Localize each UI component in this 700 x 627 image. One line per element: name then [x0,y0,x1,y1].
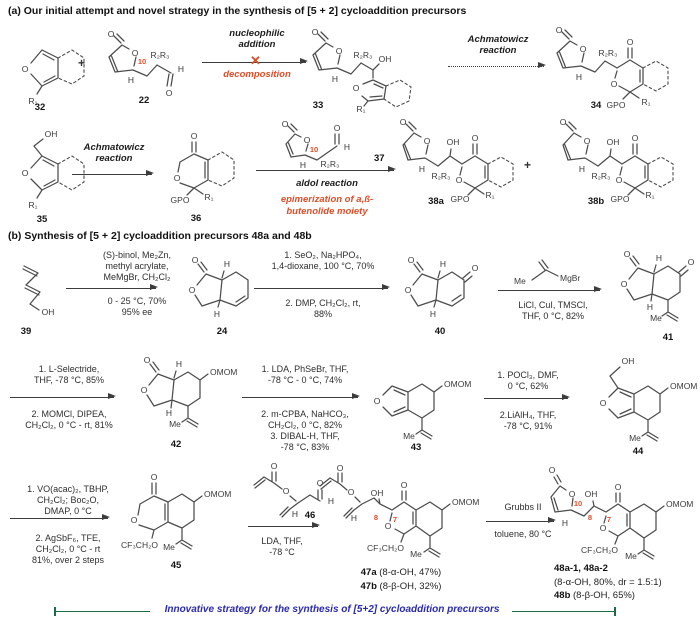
atom-label: H [350,513,358,523]
substituent-label: MgBr [560,273,581,283]
condition-text: reaction [479,45,517,56]
condition-text: addition [238,39,276,50]
compound-33 [304,26,424,116]
reagent-text: (S)-binol, Me₂Zn, [102,250,171,260]
substituent-label: Me [163,542,175,552]
substituent-label: Me [169,419,181,429]
atom-label: H [429,309,437,319]
reagent-text: 1. SeO₂, Na₂HPO₄, [284,250,362,260]
atom-label: O [130,515,138,525]
substituent-label: OH [378,54,392,64]
atom-label: O [407,255,415,265]
atom-label: O [614,482,622,492]
compound-48 [546,456,700,562]
compound-number: 33 [312,100,324,111]
substituent-label: R₂R₃ [320,159,340,169]
atom-label: O [190,131,198,141]
compound-44 [582,348,700,456]
arrow-formylation-reduction [478,370,578,430]
atom-label: O [188,285,196,295]
reagent-text: 1,4-dioxane, 100 °C, 70% [271,261,375,271]
atom-label: H [165,408,173,418]
substituent-label: R₁ [28,96,38,106]
atom-label: O [471,263,479,273]
compound-34 [552,24,698,116]
atom-label: O [131,48,139,58]
compound-number: 38b [587,196,605,207]
atom-label: H [655,253,663,263]
reagent-text: CH₂Cl₂; Boc₂O, [37,495,99,505]
atom-label: O [399,117,407,127]
atom-label: O [548,465,556,475]
compound-number: 34 [590,100,602,111]
compound-37 [278,116,370,170]
plus-sign: + [524,158,532,172]
condition-text: -78 °C [269,547,295,557]
arrow-achmatowicz-dotted [448,34,548,80]
failure-cross-icon: ✕ [250,53,261,68]
substituent-label: Me [403,431,415,441]
arrow-nucleophilic-addition [200,28,314,92]
substituent-label: R₁ [28,200,38,210]
condition-text: toluene, 80 °C [494,529,552,539]
atom-label: O [150,472,158,482]
condition-text: -78 °C, 91% [503,421,553,431]
atom-label: O [373,396,381,406]
atom-label: H [291,509,299,519]
condition-text: CH₂Cl₂, 0 °C - rt, 81% [25,420,113,430]
compound-47a-label: 47a (8-α-OH, 47%) [360,567,442,578]
bracket-tick-right [614,607,616,616]
reaction-arrow [256,170,394,171]
section-b-title: (b) Synthesis of [5 + 2] cycloaddition precursors 48a and 48b [8,230,312,242]
bond-skeleton [532,260,558,280]
atom-label: O [631,133,639,143]
substituent-label: OMOM [444,379,472,389]
condition-text: aldol reaction [296,178,358,189]
bond-skeleton [178,142,208,195]
substituent-label: OH [44,129,58,139]
atom-label: H [331,74,339,84]
atom-label: O [559,117,567,127]
compound-number: 39 [20,326,32,337]
atom-label: O [687,257,695,267]
compound-number: 42 [170,439,182,450]
atom-label: O [400,480,408,490]
compound-number: 24 [216,326,228,337]
reaction-arrow [72,174,152,175]
atom-label: H [575,72,583,82]
condition-text: CH₂Cl₂, 0 °C, 82% [267,420,343,430]
compound-number: 35 [36,214,48,225]
condition-text: CH₂Cl₂, 0 °C - rt [35,544,101,554]
section-a-title: (a) Our initial attempt and novel strategy in the synthesis of [5 + 2] cycloaddition precursors [8,5,467,17]
substituent-label: GPO [610,194,630,204]
atom-label: O [423,136,431,146]
compound-number: 38a [428,196,444,207]
atom-label: O [623,249,631,259]
position-7-label: 7 [392,515,398,524]
condition-text: 95% ee [121,307,153,317]
atom-label: O [579,44,587,54]
substituent-label: R₁ [641,97,651,107]
bond-skeleton [313,32,386,106]
atom-label: H [299,160,307,170]
substituent-label: CF₃CH₂O [581,545,618,555]
atom-label: O [303,135,311,145]
atom-label: O [568,489,576,499]
compound-24 [178,252,256,338]
atom-label: O [21,64,29,74]
bond-skeleton [147,362,208,427]
bond-skeleton [31,50,58,94]
arrow-conjugate-addition [484,252,622,324]
compound-38a [396,116,522,220]
atom-label: O [352,83,360,93]
condition-text-red: decomposition [223,69,291,80]
atom-label: O [471,133,479,143]
reaction-arrow [66,288,156,289]
atom-label: O [270,461,278,471]
atom-label: O [455,175,463,185]
condition-text: 2.LiAlH₄, THF, [499,410,557,420]
dashed-ring [384,80,411,107]
atom-label: O [347,487,355,497]
reaction-arrow [242,397,358,398]
substituent-label: OH [606,137,620,147]
bond-skeleton [23,266,40,310]
atom-label: O [615,175,623,185]
reaction-arrow [10,397,114,398]
arrow-reduction-protection [4,364,134,428]
atom-label: H [327,496,335,506]
compound-42 [128,352,238,452]
reaction-arrow [486,521,554,522]
atom-label: O [599,398,607,408]
atom-label: O [335,46,343,56]
compound-number: 37 [374,153,385,164]
reagent-text: THF, -78 °C, 85% [33,375,105,385]
reaction-arrow [254,288,388,289]
condition-text: nucleophilic [229,28,285,39]
compound-number: 36 [190,213,202,224]
substituent-label: CF₃CH₂O [367,543,404,553]
reagent-text: methyl acrylate, [105,261,169,271]
condition-text: Achmatowicz [467,34,529,45]
compound-43 [366,360,472,452]
atom-label: O [404,285,412,295]
bracket-line-right [512,611,615,612]
atom-label: O [316,478,324,488]
position-8-label: 8 [373,513,379,522]
position-7-label: 7 [606,515,612,524]
bond-skeleton [195,262,248,307]
atom-label: H [439,259,447,269]
dashed-ring [208,152,234,186]
atom-label: O [333,123,341,133]
compound-32 [8,34,88,112]
atom-label: O [173,173,181,183]
compound-48a-detail: (8-α-OH, 80%, dr = 1.5:1) [554,576,662,588]
atom-label: O [140,385,148,395]
compound-number: 22 [138,95,150,106]
reaction-arrow [248,526,318,527]
atom-label: H [127,75,135,85]
atom-label: H [343,142,351,152]
reaction-arrow [484,398,568,399]
compound-47 [314,458,488,562]
reaction-arrow [10,518,108,519]
atom-label: H [418,164,426,174]
atom-label: H [175,359,183,369]
reagent-text: 0 °C, 62% [507,381,549,391]
compound-38b [556,116,682,220]
compound-number: 32 [34,102,46,113]
reagent-text: 1. L-Selectride, [38,364,100,374]
atom-label: O [384,521,392,531]
reagent-text: 1. POCl₃, DMF, [497,370,559,380]
arrow-oxidation [252,250,394,322]
compound-number: 44 [632,446,644,457]
condition-text: 81%, over 2 steps [31,555,105,565]
reaction-arrow-dotted [448,66,544,67]
condition-text: 3. DIBAL-H, THF, [270,431,340,441]
atom-label: O [599,523,607,533]
substituent-label: GPO [450,194,470,204]
compound-48-labels [548,562,700,603]
arrow-aldol [252,116,402,228]
condition-text: LiCl, CuI, TMSCl, [518,300,588,310]
compound-40 [394,252,478,338]
atom-label: O [191,255,199,265]
substituent-label: OMOM [210,367,238,377]
footer-caption: Innovative strategy for the synthesis of [5+2] cycloaddition precursors [164,604,500,615]
compound-47-labels [314,566,488,593]
condition-text: LDA, THF, [261,536,303,546]
condition-text: 2. AgSbF₆, TFE, [35,533,101,543]
atom-label: O [311,27,319,37]
substituent-label: R₁ [204,192,214,202]
substituent-label: OMOM [204,489,232,499]
condition-text: reaction [95,153,133,164]
reagent-text: Grubbs II [504,502,542,512]
reagent-text: MeMgBr, CH₂Cl₂ [103,272,171,282]
compound-47b-label: 47b (8-β-OH, 32%) [360,580,442,592]
dashed-ring [648,157,673,187]
condition-text: THF, 0 °C, 82% [521,311,585,321]
condition-text-red: epimerization of a,ß- [280,194,374,205]
condition-text: Achmatowicz [83,142,145,153]
compound-number: 43 [410,442,422,453]
position-10-label: 10 [309,145,319,154]
atom-label: H [177,64,185,74]
condition-text: 2. m-CPBA, NaHCO₃, [261,409,349,419]
condition-text: -78 °C, 83% [280,442,330,452]
substituent-label: OH [584,489,598,499]
compound-41 [610,248,698,344]
substituent-label: R₂R₃ [431,171,451,181]
position-8-label: 8 [587,513,593,522]
atom-label: O [165,88,173,98]
compound-45 [112,466,234,572]
arrow-achmatowicz [72,142,156,186]
substituent-label: GPO [606,100,626,110]
position-10-label: 10 [573,499,583,508]
substituent-label: OH [370,488,384,498]
position-10-label: 10 [137,57,147,66]
bracket-line-left [54,611,150,612]
compound-36 [154,122,254,226]
substituent-label: R₂R₃ [353,50,373,60]
reagent-text: -78 °C - 0 °C, 74% [267,375,343,385]
substituent-label: Me [514,276,526,286]
atom-label: O [336,463,344,473]
compound-22 [96,26,196,104]
reaction-arrow [498,290,600,291]
bond-skeleton [286,124,339,160]
bond-skeleton [627,256,688,321]
compound-48b-label: 48b (8-β-OH, 65%) [554,590,635,601]
substituent-label: R₂R₃ [591,171,611,181]
substituent-label: R₁ [485,190,495,200]
compound-number: 40 [434,326,446,337]
reagent-text: 1. LDA, PhSeBr, THF, [261,364,349,374]
atom-label: O [107,29,115,39]
atom-label: O [282,486,290,496]
substituent-label: OMOM [666,499,694,509]
substituent-label: Me [629,433,641,443]
condition-text: 88% [313,309,332,319]
compound-48a-label: 48a-1, 48a-2 [554,563,608,574]
atom-label: H [223,259,231,269]
atom-label: O [281,119,289,129]
condition-text: 2. MOMCl, DIPEA, [31,409,107,419]
atom-label: H [646,302,654,312]
arrow-dehydrogenation [240,364,370,452]
bond-skeleton [609,367,668,441]
atom-label: H [213,309,221,319]
bond-skeleton [31,139,58,198]
dashed-ring [488,157,513,187]
atom-label: H [578,164,586,174]
substituent-label: CF₃CH₂O [121,540,158,550]
atom-label: O [610,79,618,89]
reagent-text: DMAP, 0 °C [44,506,92,516]
reagent-text: 1. VO(acac)₂, TBHP, [27,484,109,494]
condition-text-red: butenolide moiety [286,206,368,217]
isopropenyl-grignard-structure [512,258,590,292]
substituent-label: Me [625,551,637,561]
substituent-label: Me [650,313,662,323]
compound-number: 45 [170,560,182,571]
condition-text: 2. DMP, CH₂Cl₂, rt, [285,298,361,308]
compound-number: 46 [304,510,316,521]
substituent-label: R₂R₃ [150,50,170,60]
substituent-label: OH [446,137,460,147]
plus-sign: + [78,56,86,70]
substituent-label: OH [621,356,635,366]
substituent-label: R₁ [356,104,366,114]
atom-label: O [555,25,563,35]
substituent-label: OMOM [452,497,480,507]
substituent-label: GPO [170,195,190,205]
substituent-label: R₁ [645,190,655,200]
substituent-label: R₂R₃ [598,48,618,58]
substituent-label: OMOM [670,381,698,391]
atom-label: O [583,136,591,146]
atom-label: O [626,37,634,47]
atom-label: O [620,279,628,289]
condition-text: 0 - 25 °C, 70% [107,296,167,306]
substituent-label: OH [41,307,55,317]
compound-number: 41 [662,332,674,343]
atom-label: H [561,518,569,528]
atom-label: O [143,355,151,365]
dashed-ring [643,61,668,91]
atom-label: O [21,168,29,178]
substituent-label: Me [410,549,422,559]
